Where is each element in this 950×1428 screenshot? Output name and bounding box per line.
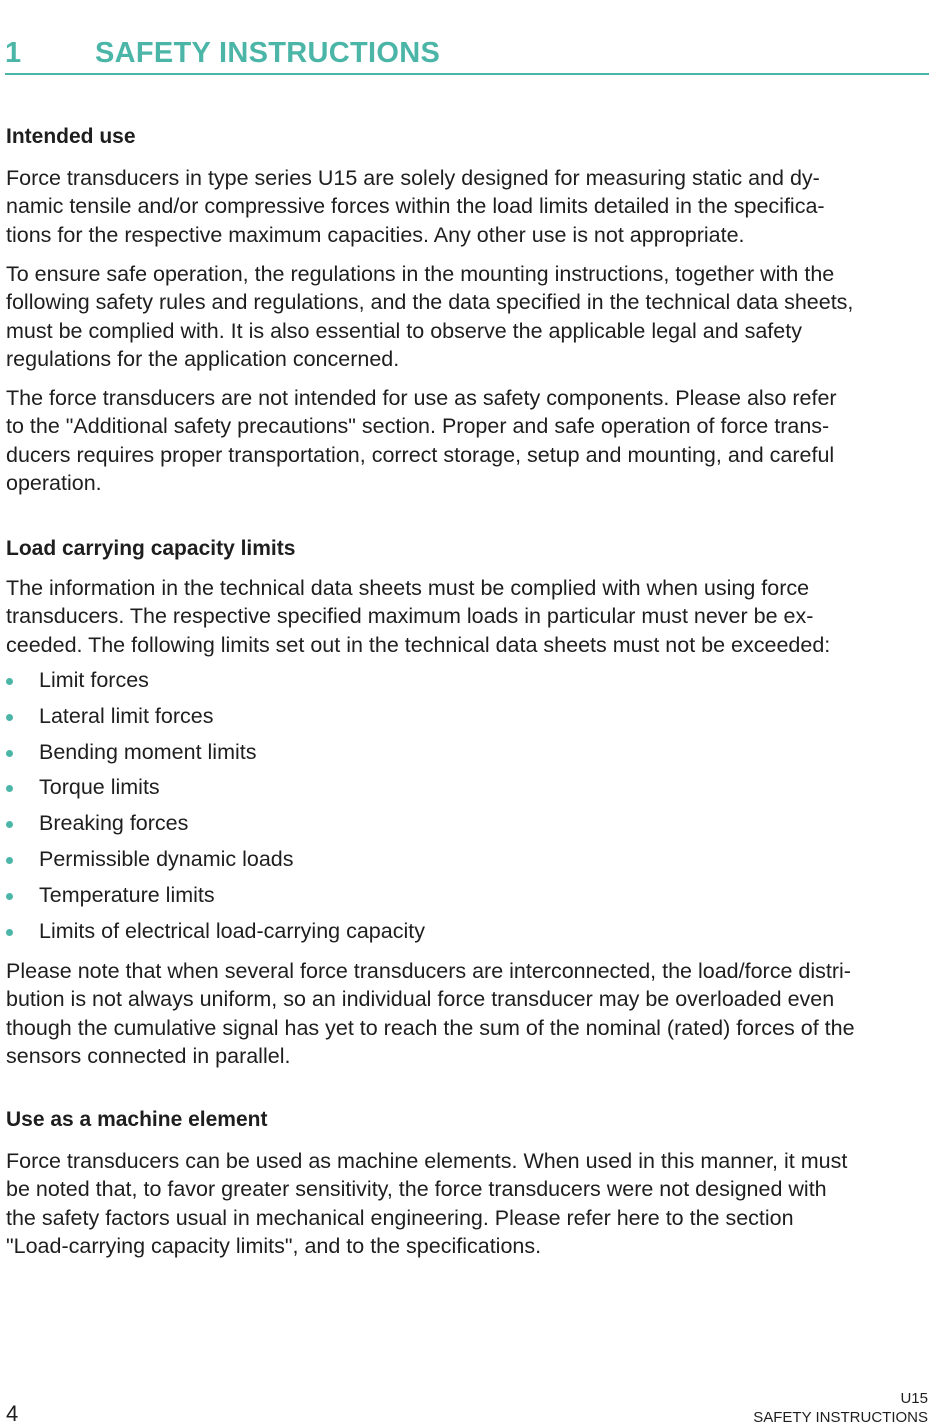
footer-section: SAFETY INSTRUCTIONS	[753, 1409, 928, 1426]
text-line: The force transducers are not intended for use as safety components. Please also refer	[6, 386, 837, 410]
paragraph	[6, 574, 930, 659]
text-line: regulations for the application concerned.	[6, 346, 400, 371]
list-item-text: Breaking forces	[39, 811, 189, 836]
text-line: must be complied with. It is also essential to observe the applicable legal and safety	[6, 318, 802, 343]
text-line: bution is not always uniform, so an individual force transducer may be overloaded even	[6, 987, 835, 1012]
bullet-icon	[6, 678, 13, 685]
paragraph	[6, 164, 930, 249]
footer-product: U15	[900, 1390, 928, 1407]
list-item	[6, 881, 906, 917]
bullet-icon	[6, 785, 13, 792]
list-item	[6, 845, 906, 881]
list-item-text: Lateral limit forces	[39, 703, 214, 728]
page-number: 4	[6, 1401, 19, 1426]
text-line: be noted that, to favor greater sensitivity, the force transducers were not designed with	[6, 1177, 827, 1202]
paragraph	[6, 384, 930, 497]
text-line: "Load-carrying capacity limits", and to the specifications.	[6, 1233, 542, 1258]
bullet-icon	[6, 929, 13, 936]
limits-list	[6, 666, 906, 952]
text-line: operation.	[6, 470, 102, 495]
list-item-text: Bending moment limits	[39, 739, 257, 764]
list-item	[6, 773, 906, 809]
text-line: ceeded. The following limits set out in the technical data sheets must not be exceeded:	[6, 632, 831, 657]
text-line: following safety rules and regulations, and the data specified in the technical data sheets,	[6, 290, 854, 315]
text-line: tions for the respective maximum capacities. Any other use is not appropriate.	[6, 222, 745, 247]
text-line: sensors connected in parallel.	[6, 1043, 291, 1068]
list-item	[6, 666, 906, 702]
chapter-heading	[5, 33, 929, 75]
list-item-text: Limit forces	[39, 668, 149, 692]
paragraph	[6, 1147, 930, 1260]
bullet-icon	[6, 821, 13, 828]
bullet-icon	[6, 714, 13, 721]
text-line: Please note that when several force transducers are interconnected, the load/force distri-	[6, 959, 851, 983]
section-heading-intended-use: Intended use	[6, 125, 136, 148]
paragraph	[6, 957, 930, 1070]
text-line: Force transducers in type series U15 are solely designed for measuring static and dy-	[6, 166, 820, 190]
section-heading-machine-element: Use as a machine element	[6, 1108, 268, 1131]
running-footer	[753, 1389, 928, 1427]
text-line: Force transducers can be used as machine elements. When used in this manner, it must	[6, 1149, 848, 1173]
paragraph	[6, 260, 930, 373]
text-line: to the "Additional safety precautions" section. Proper and safe operation of force trans-	[6, 414, 830, 439]
text-line: ducers requires proper transportation, correct storage, setup and mounting, and careful	[6, 442, 835, 467]
section-heading-load-limits: Load carrying capacity limits	[6, 537, 296, 560]
list-item	[6, 738, 906, 774]
text-line: namic tensile and/or compressive forces within the load limits detailed in the specifica-	[6, 194, 825, 219]
list-item	[6, 809, 906, 845]
bullet-icon	[6, 750, 13, 757]
list-item-text: Temperature limits	[39, 882, 215, 907]
chapter-title: SAFETY INSTRUCTIONS	[95, 37, 441, 69]
bullet-icon	[6, 893, 13, 900]
text-line: though the cumulative signal has yet to reach the sum of the nominal (rated) forces of the	[6, 1015, 855, 1040]
list-item	[6, 917, 906, 953]
text-line: the safety factors usual in mechanical engineering. Please refer here to the section	[6, 1205, 794, 1230]
list-item	[6, 702, 906, 738]
list-item-text: Permissible dynamic loads	[39, 846, 294, 871]
bullet-icon	[6, 857, 13, 864]
text-line: The information in the technical data sheets must be complied with when using force	[6, 576, 810, 600]
list-item-text: Torque limits	[39, 775, 160, 800]
text-line: transducers. The respective specified maximum loads in particular must never be ex-	[6, 604, 814, 629]
text-line: To ensure safe operation, the regulations in the mounting instructions, together with the	[6, 262, 835, 286]
chapter-number: 1	[5, 37, 22, 69]
list-item-text: Limits of electrical load-carrying capacity	[39, 918, 425, 943]
